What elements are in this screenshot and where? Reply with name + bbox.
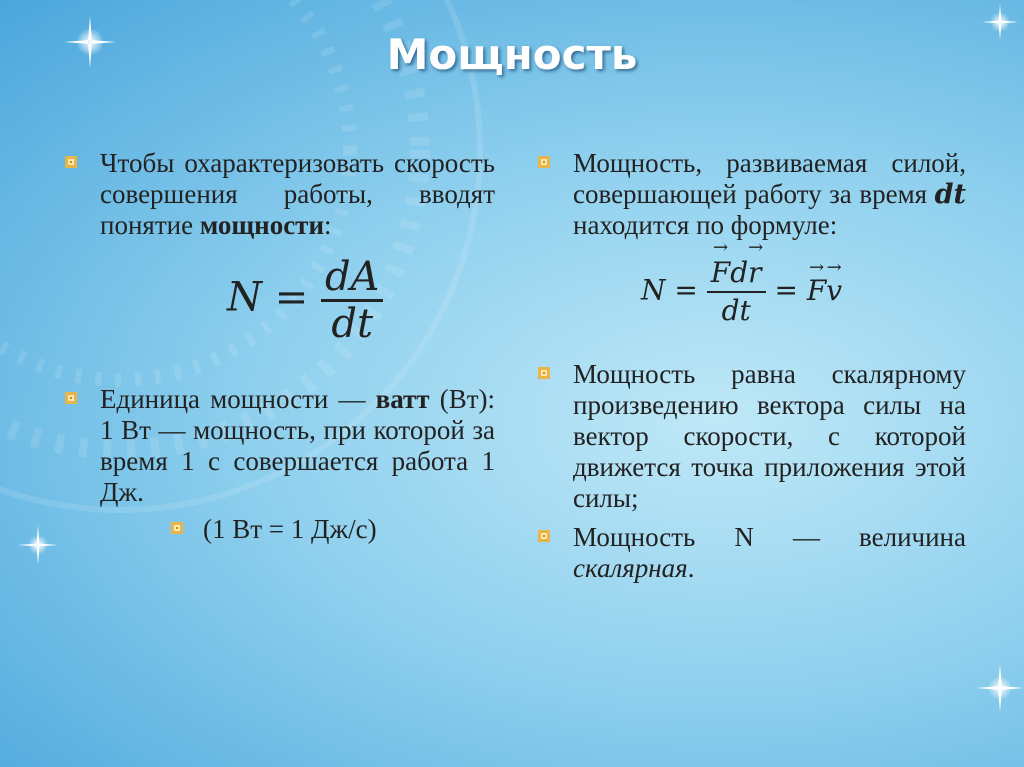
formula-intro-text: Мощность, развиваемая силой, совершающей работу за время bbox=[573, 148, 966, 209]
dt-term: dt bbox=[934, 179, 966, 210]
unit-text-start: Единица мощности — bbox=[100, 384, 366, 414]
formula-lhs: N bbox=[227, 274, 262, 321]
formula2-equals-2: = bbox=[774, 273, 798, 307]
formula2-numerator bbox=[707, 255, 766, 293]
scalar-product-paragraph bbox=[573, 359, 966, 514]
differential-d: d bbox=[730, 256, 749, 289]
radius-vector: → r bbox=[748, 255, 761, 291]
unit-term: ватт bbox=[375, 384, 430, 414]
formula-intro-end: находится по формуле: bbox=[573, 210, 838, 240]
definition-colon: : bbox=[324, 210, 332, 240]
unit-paragraph bbox=[100, 384, 495, 508]
right-column bbox=[573, 148, 966, 584]
bullet-icon bbox=[171, 522, 183, 534]
force-vector: → F bbox=[711, 255, 730, 291]
bullet-icon bbox=[538, 367, 550, 379]
velocity-vector: → v bbox=[826, 275, 842, 306]
formula2-denominator: dt bbox=[721, 294, 751, 327]
scalar-term: скалярная bbox=[573, 553, 688, 583]
formula-intro-paragraph bbox=[573, 148, 966, 241]
power-formula bbox=[227, 255, 495, 346]
unit-definition: (1 Вт = 1 Дж/с) bbox=[203, 514, 377, 544]
formula-fraction bbox=[321, 255, 384, 346]
formula-numerator: dA bbox=[321, 255, 384, 302]
scalar-product-text: Мощность равна скалярному произведению вектора силы на вектор скорости, с которой движется точка приложения этой силы; bbox=[573, 359, 966, 513]
left-column bbox=[100, 148, 495, 545]
scalar-end: . bbox=[687, 553, 695, 583]
unit-text-rest: (Вт): 1 Вт — мощность, при которой за время 1 с совершается работа 1 Дж. bbox=[100, 384, 496, 507]
definition-paragraph bbox=[100, 148, 495, 241]
definition-text: Чтобы охарактеризовать скорость совершения работы, вводят понятие bbox=[100, 148, 495, 240]
vector-power-formula bbox=[641, 255, 966, 329]
definition-term: мощности bbox=[199, 210, 325, 240]
sparkle-left-icon bbox=[18, 525, 58, 565]
bullet-icon bbox=[538, 156, 550, 168]
bullet-icon bbox=[538, 530, 550, 542]
force-vector-2: → F bbox=[807, 275, 826, 306]
formula2-lhs: N bbox=[641, 273, 666, 307]
slide-title: Мощность bbox=[386, 30, 638, 79]
formula-denominator: dt bbox=[331, 301, 374, 347]
bullet-icon bbox=[65, 392, 77, 404]
formula2-fraction bbox=[707, 255, 766, 329]
scalar-paragraph bbox=[573, 522, 966, 584]
scalar-text: Мощность N — величина bbox=[573, 522, 966, 552]
sparkle-bottom-right-icon bbox=[976, 664, 1024, 712]
formula2-equals: = bbox=[674, 273, 698, 307]
formula-equals: = bbox=[274, 274, 309, 321]
bullet-icon bbox=[65, 156, 77, 168]
unit-subbullet bbox=[203, 514, 495, 545]
